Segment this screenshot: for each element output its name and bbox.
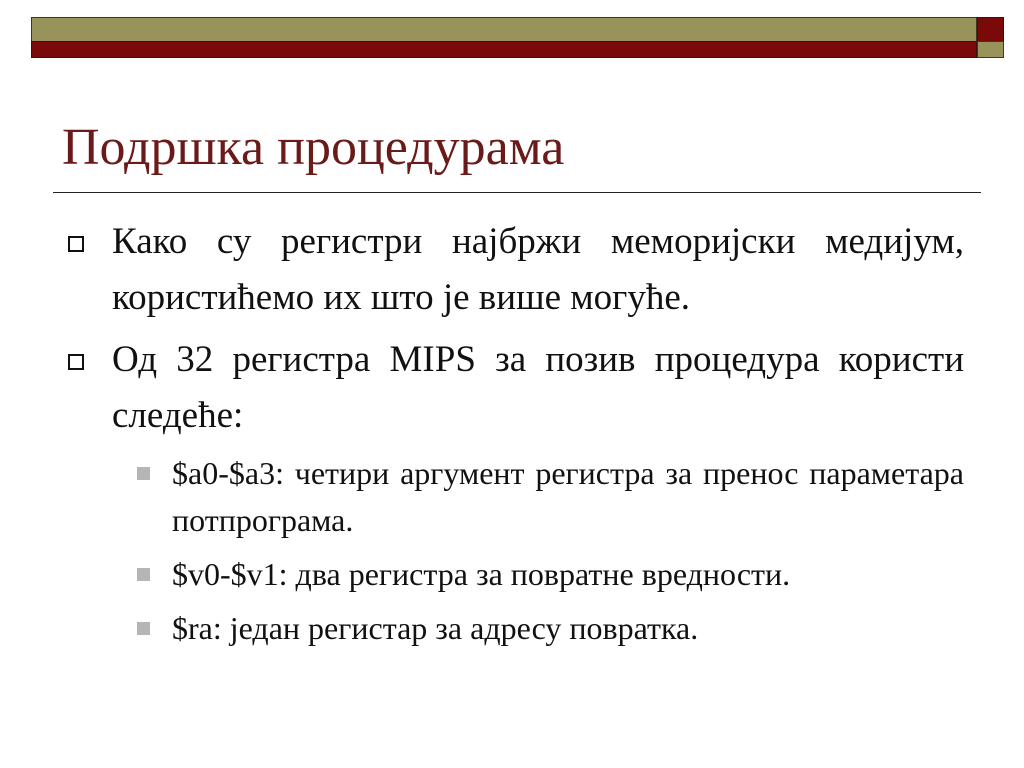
sub-bullet-text: $ra: један регистар за адресу повратка.: [172, 610, 699, 646]
sub-bullet-item: [62, 450, 964, 544]
filled-square-bullet-icon: [137, 622, 150, 635]
sub-bullet-item: [62, 605, 964, 652]
bullet-item: [62, 332, 964, 444]
hollow-square-bullet-icon: [68, 236, 84, 252]
sub-bullet-item: [62, 551, 964, 598]
header-band-maroon: [31, 41, 977, 58]
header-corner-square-olive: [977, 41, 1004, 58]
bullet-item: [62, 214, 964, 326]
header-corner-square-maroon: [977, 17, 1004, 42]
filled-square-bullet-icon: [137, 568, 150, 581]
header-band-olive: [31, 17, 977, 42]
hollow-square-bullet-icon: [68, 354, 84, 370]
bullet-text: Како су регистри најбржи меморијски медијум, користићемо их што је више могуће.: [112, 221, 964, 318]
sub-bullet-text: $a0-$a3: четири аргумент регистра за пренос параметара потпрограма.: [172, 455, 964, 538]
sub-bullet-text: $v0-$v1: два регистра за повратне вредности.: [172, 556, 791, 592]
slide-body: [62, 214, 964, 659]
bullet-text: Од 32 регистра MIPS за позив процедура користи следеће:: [112, 339, 964, 436]
filled-square-bullet-icon: [137, 467, 150, 480]
slide-title: Подршка процедурама: [62, 119, 565, 176]
title-divider: [53, 192, 981, 193]
